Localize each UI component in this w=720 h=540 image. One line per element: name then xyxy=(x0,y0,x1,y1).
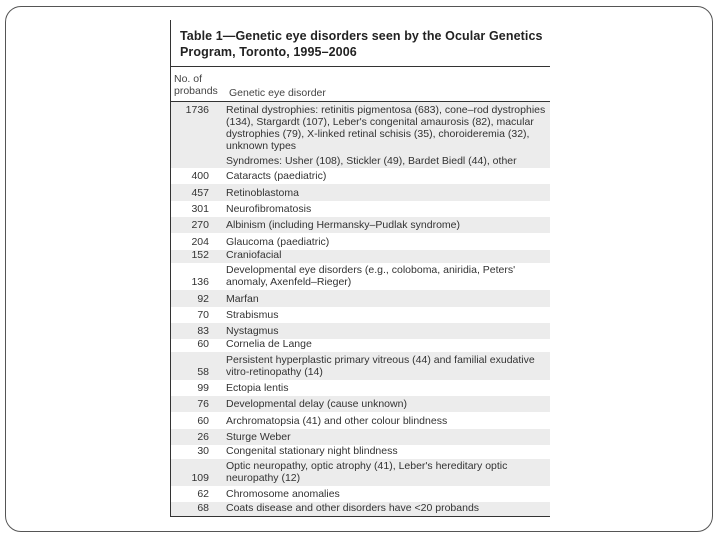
table-row xyxy=(171,263,550,290)
proband-count: 109 xyxy=(191,472,209,484)
proband-count: 1736 xyxy=(185,104,209,116)
disorder-text: Nystagmus xyxy=(226,325,279,337)
table-row xyxy=(171,486,550,502)
disorder-text: Optic neuropathy, optic atrophy (41), Leber's hereditary optic neuropathy (12) xyxy=(226,460,508,484)
disorder-text: Glaucoma (paediatric) xyxy=(226,236,330,248)
table-title: Table 1—Genetic eye disorders seen by the Ocular Genetics Program, Toronto, 1995–2006 xyxy=(171,20,550,67)
disorder-text: Albinism (including Hermansky–Pudlak syndrome) xyxy=(226,219,461,231)
disorder-text: Persistent hyperplastic primary vitreous (44) and familial exudative vitro-retinopathy (14) xyxy=(226,354,535,378)
table-row xyxy=(171,352,550,380)
table-row xyxy=(171,184,550,201)
header-probands: No. of probands xyxy=(174,73,218,97)
proband-count: 76 xyxy=(197,398,209,410)
table-row xyxy=(171,168,550,184)
table-row xyxy=(171,250,550,263)
table-row xyxy=(171,307,550,323)
proband-count: 60 xyxy=(197,415,209,427)
proband-count: 30 xyxy=(197,445,209,457)
disorder-text: Ectopia lentis xyxy=(226,382,289,394)
disorder-text xyxy=(226,104,550,167)
table-row xyxy=(171,290,550,307)
table-row xyxy=(171,323,550,339)
table-row xyxy=(171,217,550,233)
table-row xyxy=(171,233,550,250)
disorder-line: Retinal dystrophies: retinitis pigmentosa (683), cone–rod dystrophies (134), Stargardt (107), Leber's congenital amaurosis (82), macular dystrophies (79), X-linked retinal schisis (35), choroideremia (32), unknown types xyxy=(226,104,546,152)
table-header xyxy=(171,73,550,102)
syndromes-line: Syndromes: Usher (108), Stickler (49), Bardet Biedl (44), other xyxy=(226,155,517,167)
table-row xyxy=(171,380,550,396)
proband-count: 70 xyxy=(197,309,209,321)
disorder-text: Cornelia de Lange xyxy=(226,338,312,350)
proband-count: 270 xyxy=(191,219,209,231)
proband-count: 400 xyxy=(191,170,209,182)
table-row xyxy=(171,396,550,412)
proband-count: 58 xyxy=(197,366,209,378)
proband-count: 301 xyxy=(191,203,209,215)
proband-count: 457 xyxy=(191,187,209,199)
disorder-text: Archromatopsia (41) and other colour blindness xyxy=(226,415,448,427)
disorders-table xyxy=(170,20,550,517)
table-bottom-rule xyxy=(171,516,550,517)
disorder-text: Developmental delay (cause unknown) xyxy=(226,398,407,410)
proband-count: 60 xyxy=(197,338,209,350)
table-row xyxy=(171,102,550,168)
disorder-text: Marfan xyxy=(226,293,259,305)
proband-count: 204 xyxy=(191,236,209,248)
proband-count: 92 xyxy=(197,293,209,305)
proband-count: 62 xyxy=(197,488,209,500)
disorder-text: Strabismus xyxy=(226,309,279,321)
table-row xyxy=(171,412,550,429)
disorder-text: Neurofibromatosis xyxy=(226,203,312,215)
disorder-text: Congenital stationary night blindness xyxy=(226,445,398,457)
disorder-text: Cataracts (paediatric) xyxy=(226,170,327,182)
proband-count: 26 xyxy=(197,431,209,443)
table-row xyxy=(171,445,550,459)
table-row xyxy=(171,459,550,486)
proband-count: 83 xyxy=(197,325,209,337)
proband-count: 152 xyxy=(191,249,209,261)
table-body xyxy=(171,102,550,516)
disorder-text: Developmental eye disorders (e.g., coloboma, aniridia, Peters' anomaly, Axenfeld–Rieger) xyxy=(226,264,516,288)
disorder-text: Coats disease and other disorders have <20 probands xyxy=(226,502,480,514)
proband-count: 68 xyxy=(197,502,209,514)
table-row xyxy=(171,429,550,445)
table-row xyxy=(171,201,550,217)
proband-count: 136 xyxy=(191,276,209,288)
disorder-text: Retinoblastoma xyxy=(226,187,299,199)
disorder-text: Craniofacial xyxy=(226,249,282,261)
disorder-text: Chromosome anomalies xyxy=(226,488,340,500)
table-row xyxy=(171,339,550,352)
table-row xyxy=(171,502,550,516)
header-disorder: Genetic eye disorder xyxy=(229,87,326,99)
disorder-text: Sturge Weber xyxy=(226,431,291,443)
proband-count: 99 xyxy=(197,382,209,394)
